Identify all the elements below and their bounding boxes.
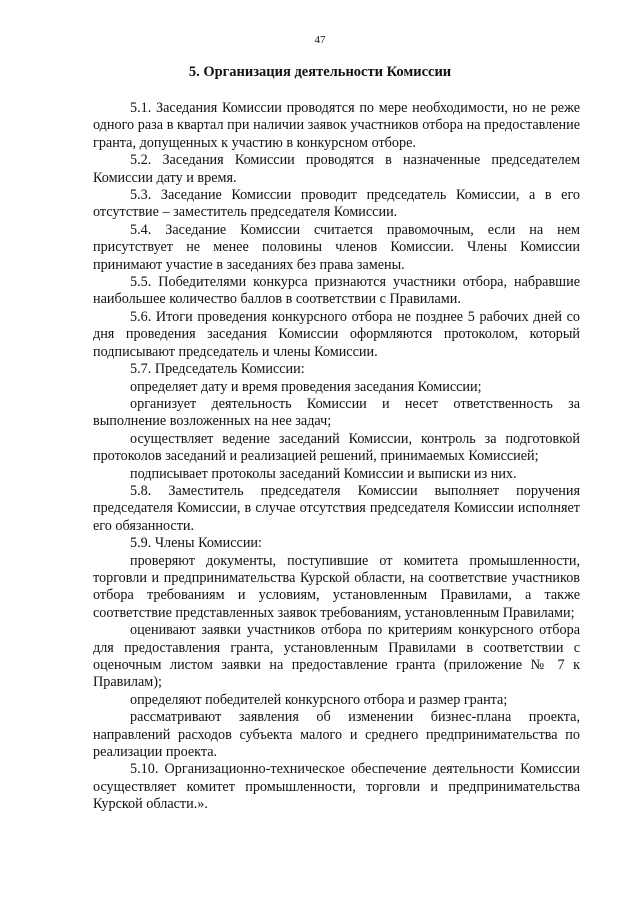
- paragraph-5-1: 5.1. Заседания Комиссии проводятся по мере необходимости, но не реже одного раза в квартал при наличии заявок участников отбора на предоставление гранта, допущенных к участию в конкурсном отборе.: [93, 100, 580, 151]
- paragraph-5-9-item-3: определяют победителей конкурсного отбора и размер гранта;: [130, 691, 508, 708]
- paragraph-5-7: 5.7. Председатель Комиссии:: [130, 361, 305, 378]
- section-body: [93, 100, 580, 814]
- paragraph-5-3: 5.3. Заседание Комиссии проводит председатель Комиссии, а в его отсутствие – заместитель председателя Комиссии.: [93, 187, 580, 221]
- paragraph-5-2: 5.2. Заседания Комиссии проводятся в назначенные председателем Комиссии дату и время.: [93, 152, 580, 186]
- paragraph-5-9-item-4: рассматривают заявления об изменении бизнес-плана проекта, направлений расходов субъекта малого и среднего предпринимательства по реализации проекта.: [93, 709, 580, 761]
- paragraph-5-4: 5.4. Заседание Комиссии считается правомочным, если на нем присутствует не менее половины членов Комиссии. Члены Комиссии принимают участие в заседаниях без права замены.: [93, 221, 580, 273]
- paragraph-5-7-item-3: осуществляет ведение заседаний Комиссии, контроль за подготовкой протоколов заседаний и реализацией решений, принимаемых Комиссией;: [93, 430, 580, 465]
- paragraph-5-6: 5.6. Итоги проведения конкурсного отбора не позднее 5 рабочих дней со дня проведения заседания Комиссии оформляются протоколом, который подписывают председатель и члены Комиссии.: [93, 308, 580, 360]
- paragraph-5-9: 5.9. Члены Комиссии:: [130, 535, 262, 552]
- paragraph-5-9-item-2: оценивают заявки участников отбора по критериям конкурсного отбора для предоставления гранта, установленным Правилами в соответствии с оценочным листом заявки на предоставление гранта (приложение № 7 к Правилам);: [93, 622, 580, 691]
- paragraph-5-8: 5.8. Заместитель председателя Комиссии выполняет поручения председателя Комиссии, в случае отсутствия председателя Комиссии исполняет его обязанности.: [93, 482, 580, 534]
- page-number: 47: [314, 34, 326, 46]
- paragraph-5-7-item-1: определяет дату и время проведения заседания Комиссии;: [130, 378, 482, 395]
- paragraph-5-7-item-4: подписывает протоколы заседаний Комиссии и выписки из них.: [130, 465, 517, 482]
- paragraph-5-7-item-2: организует деятельность Комиссии и несет ответственность за выполнение возложенных на нее задач;: [93, 395, 580, 430]
- section-title: 5. Организация деятельности Комиссии: [188, 64, 452, 80]
- paragraph-5-5: 5.5. Победителями конкурса признаются участники отбора, набравшие наибольшее количество баллов в соответствии с Правилами.: [93, 274, 580, 308]
- paragraph-5-9-item-1: проверяют документы, поступившие от комитета промышленности, торговли и предпринимательства Курской области, на соответствие участников отбора требованиям и условиям, установленным Правилами, а также соответствие представленных заявок требованиям, установленным Правилами;: [93, 552, 580, 621]
- paragraph-5-10: 5.10. Организационно-техническое обеспечение деятельности Комиссии осуществляет комитет промышленности, торговли и предпринимательства Курской области.».: [93, 761, 580, 813]
